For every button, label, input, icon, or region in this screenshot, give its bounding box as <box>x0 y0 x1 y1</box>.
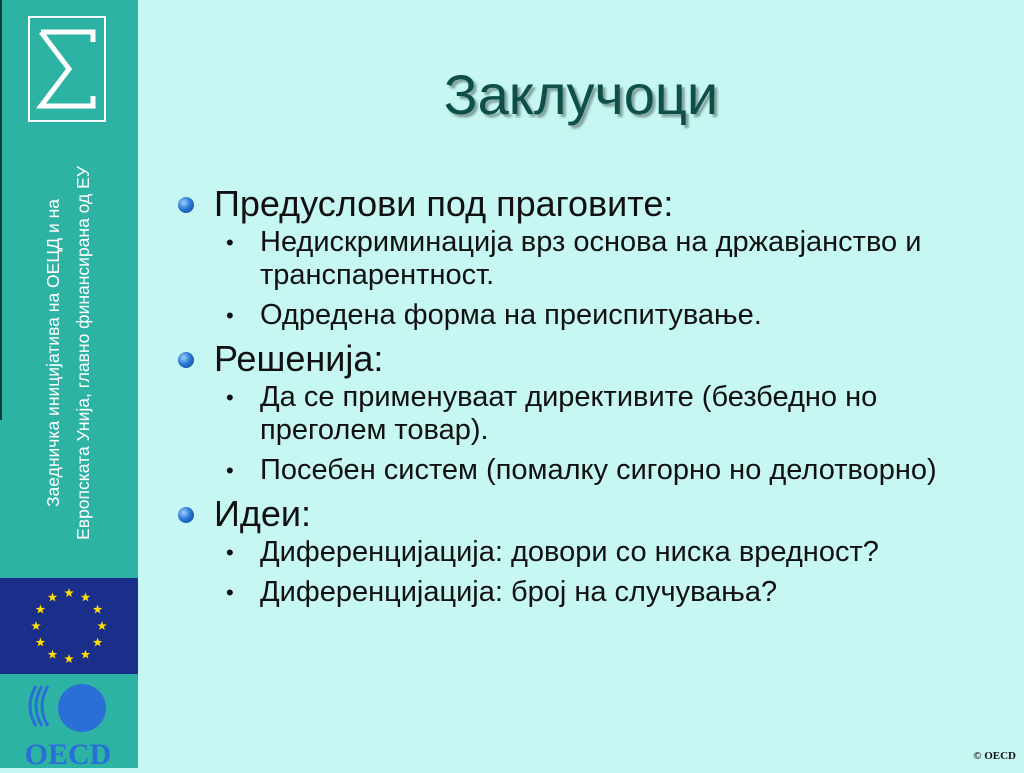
vertical-caption-line-1: Заедничка иницијатива на ОЕЦД и на <box>43 198 63 508</box>
eu-star-icon <box>81 650 91 659</box>
bullet-point <box>176 184 1006 224</box>
bullet-point <box>176 494 1006 534</box>
sub-bullet-text: Да се применуваат директивите (безбедно но преголем товар). <box>260 381 878 446</box>
eu-star-icon <box>31 621 41 630</box>
eu-star-icon <box>93 605 103 614</box>
eu-star-icon <box>48 650 58 659</box>
sub-bullet-text: Посебен систем (помалку сигорно но делотворно) <box>260 454 937 486</box>
oecd-logo-text: OECD <box>24 738 112 768</box>
sub-bullet-text: Диференцијација: довори со ниска вредност? <box>260 536 879 568</box>
eu-star-icon <box>97 621 107 630</box>
section-preconditions <box>176 184 1006 332</box>
copyright-text: © OECD <box>973 750 1016 762</box>
sub-bullet <box>176 454 1006 487</box>
dot-icon: • <box>226 385 234 410</box>
bullet-icon <box>178 197 194 213</box>
dot-icon: • <box>226 230 234 255</box>
section-label: Предуслови под праговите: <box>214 183 674 224</box>
section-label: Решенија: <box>214 338 384 379</box>
eu-star-icon <box>93 638 103 647</box>
section-solutions <box>176 339 1006 487</box>
sub-bullet-text: Диференцијација: број на случувања? <box>260 576 778 608</box>
eu-star-icon <box>36 605 46 614</box>
sub-bullet <box>176 536 1006 569</box>
section-ideas <box>176 494 1006 609</box>
slide-title: Заклучоци <box>443 63 719 126</box>
oecd-logo-icon <box>18 680 118 768</box>
vertical-caption <box>28 138 108 568</box>
bullet-icon <box>178 507 194 523</box>
dot-icon: • <box>226 303 234 328</box>
eu-star-icon <box>64 588 74 597</box>
eu-star-icon <box>64 654 74 663</box>
dot-icon: • <box>226 580 234 605</box>
sub-bullet <box>176 226 1006 292</box>
eu-star-icon <box>81 592 91 601</box>
eu-star-icon <box>48 592 58 601</box>
sidebar <box>0 0 138 768</box>
eu-flag-icon <box>0 578 138 674</box>
sub-bullet <box>176 299 1006 332</box>
sub-bullet <box>176 576 1006 609</box>
sub-bullet <box>176 381 1006 447</box>
bullet-point <box>176 339 1006 379</box>
sub-bullet-text: Одредена форма на преиспитување. <box>260 299 762 331</box>
dot-icon: • <box>226 540 234 565</box>
eu-star-icon <box>36 638 46 647</box>
sigma-icon <box>28 16 106 122</box>
sidebar-edge-line <box>0 0 2 420</box>
vertical-caption-line-2: Европската Унија, главно финансирана од ЕУ <box>73 166 93 540</box>
slide-content <box>176 184 1006 616</box>
bullet-icon <box>178 352 194 368</box>
dot-icon: • <box>226 458 234 483</box>
sub-bullet-text: Недискриминација врз основа на државјанство и транспарентност. <box>260 226 922 291</box>
section-label: Идеи: <box>214 493 312 534</box>
